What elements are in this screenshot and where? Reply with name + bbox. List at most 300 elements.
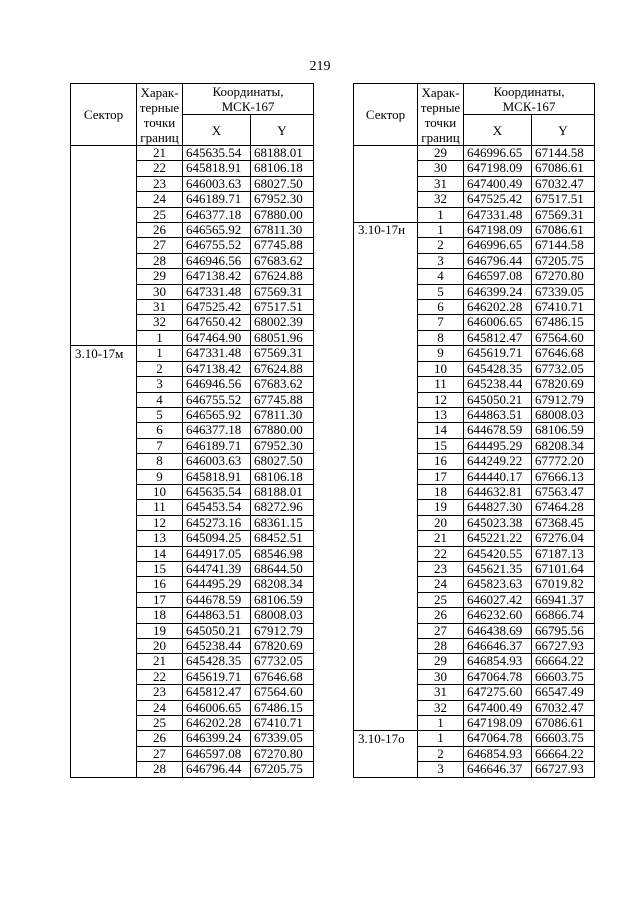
table-row — [71, 639, 314, 654]
y-cell: 67339.05 — [532, 284, 595, 299]
point-cell: 24 — [137, 192, 183, 207]
table-row — [354, 700, 595, 715]
sector-cell — [71, 146, 137, 161]
point-cell: 32 — [137, 315, 183, 330]
sector-cell — [71, 546, 137, 561]
table-row — [354, 731, 595, 746]
sector-cell — [71, 361, 137, 376]
sector-cell — [71, 176, 137, 191]
point-cell: 28 — [137, 253, 183, 268]
x-cell: 644678.59 — [464, 423, 532, 438]
point-cell: 2 — [137, 361, 183, 376]
table-row — [71, 192, 314, 207]
table-row — [71, 500, 314, 515]
table-row — [354, 423, 595, 438]
point-cell: 16 — [418, 454, 464, 469]
y-cell: 67517.51 — [251, 300, 314, 315]
sector-cell — [354, 608, 418, 623]
point-cell: 27 — [137, 238, 183, 253]
x-cell: 645812.47 — [183, 685, 251, 700]
y-cell: 68106.18 — [251, 161, 314, 176]
x-cell: 645428.35 — [183, 654, 251, 669]
y-cell: 67410.71 — [251, 716, 314, 731]
x-cell: 646027.42 — [464, 592, 532, 607]
sector-cell — [354, 269, 418, 284]
x-cell: 646597.08 — [464, 269, 532, 284]
table-row — [71, 546, 314, 561]
x-cell: 645823.63 — [464, 577, 532, 592]
x-cell: 646854.93 — [464, 746, 532, 761]
point-cell: 27 — [418, 623, 464, 638]
table-row — [71, 454, 314, 469]
y-cell: 68208.34 — [532, 438, 595, 453]
y-cell: 67564.60 — [251, 685, 314, 700]
y-cell: 67912.79 — [251, 623, 314, 638]
table-row — [71, 484, 314, 499]
sector-cell — [354, 438, 418, 453]
table-row — [354, 515, 595, 530]
y-cell: 67952.30 — [251, 192, 314, 207]
sector-cell — [354, 700, 418, 715]
sector-cell — [354, 377, 418, 392]
table-row — [71, 238, 314, 253]
x-cell: 645420.55 — [464, 546, 532, 561]
table-row — [354, 146, 595, 161]
table-row — [354, 346, 595, 361]
table-row — [71, 438, 314, 453]
y-cell: 67683.62 — [251, 253, 314, 268]
x-cell: 646565.92 — [183, 407, 251, 422]
x-cell: 644863.51 — [464, 407, 532, 422]
x-cell: 646854.93 — [464, 654, 532, 669]
x-cell: 646646.37 — [464, 639, 532, 654]
x-cell: 647331.48 — [183, 284, 251, 299]
sector-cell — [71, 423, 137, 438]
x-cell: 644863.51 — [183, 608, 251, 623]
x-cell: 647064.78 — [464, 731, 532, 746]
y-cell: 68051.96 — [251, 330, 314, 345]
point-cell: 25 — [137, 207, 183, 222]
y-cell: 67276.04 — [532, 531, 595, 546]
table-row — [354, 531, 595, 546]
y-cell: 67032.47 — [532, 700, 595, 715]
point-cell: 19 — [137, 623, 183, 638]
sector-cell — [71, 592, 137, 607]
point-cell: 1 — [418, 207, 464, 222]
point-cell: 1 — [137, 346, 183, 361]
sector-cell — [71, 407, 137, 422]
sector-cell — [354, 746, 418, 761]
table-row — [354, 253, 595, 268]
y-cell: 67772.20 — [532, 454, 595, 469]
y-cell: 67564.60 — [532, 330, 595, 345]
y-cell: 68008.03 — [532, 407, 595, 422]
sector-cell — [71, 161, 137, 176]
sector-cell — [354, 300, 418, 315]
y-cell: 66603.75 — [532, 731, 595, 746]
point-cell: 5 — [137, 407, 183, 422]
point-cell: 20 — [418, 515, 464, 530]
x-cell: 646796.44 — [464, 253, 532, 268]
point-cell: 30 — [418, 161, 464, 176]
x-cell: 646399.24 — [183, 731, 251, 746]
x-cell: 646202.28 — [183, 716, 251, 731]
point-cell: 22 — [137, 161, 183, 176]
sector-cell — [71, 192, 137, 207]
point-cell: 10 — [137, 484, 183, 499]
y-cell: 67820.69 — [251, 639, 314, 654]
x-cell: 647525.42 — [183, 300, 251, 315]
x-cell: 644249.22 — [464, 454, 532, 469]
point-cell: 24 — [137, 700, 183, 715]
x-cell: 644678.59 — [183, 592, 251, 607]
point-cell: 15 — [137, 561, 183, 576]
y-cell: 67563.47 — [532, 484, 595, 499]
sector-cell — [354, 423, 418, 438]
y-cell: 67683.62 — [251, 377, 314, 392]
y-cell: 67732.05 — [251, 654, 314, 669]
x-cell: 645050.21 — [183, 623, 251, 638]
point-cell: 22 — [137, 669, 183, 684]
y-cell: 66664.22 — [532, 654, 595, 669]
sector-cell — [71, 469, 137, 484]
point-cell: 14 — [418, 423, 464, 438]
table-row — [71, 592, 314, 607]
x-cell: 646646.37 — [464, 762, 532, 777]
table-row — [354, 176, 595, 191]
x-cell: 645050.21 — [464, 392, 532, 407]
y-cell: 67205.75 — [251, 762, 314, 777]
x-cell: 646565.92 — [183, 223, 251, 238]
y-cell: 66547.49 — [532, 685, 595, 700]
x-cell: 647064.78 — [464, 669, 532, 684]
point-cell: 3 — [418, 253, 464, 268]
point-cell: 18 — [418, 484, 464, 499]
x-cell: 647525.42 — [464, 192, 532, 207]
point-cell: 11 — [137, 500, 183, 515]
sector-cell — [354, 407, 418, 422]
point-cell: 28 — [137, 762, 183, 777]
x-cell: 645619.71 — [464, 346, 532, 361]
sector-cell — [354, 762, 418, 777]
table-row — [354, 192, 595, 207]
y-cell: 67086.61 — [532, 716, 595, 731]
table-row — [71, 377, 314, 392]
sector-cell — [354, 176, 418, 191]
table-row — [354, 284, 595, 299]
y-cell: 67517.51 — [532, 192, 595, 207]
table-row — [354, 300, 595, 315]
y-cell: 67019.82 — [532, 577, 595, 592]
table-row — [71, 577, 314, 592]
sector-cell — [354, 685, 418, 700]
sector-cell — [354, 484, 418, 499]
sector-cell — [354, 654, 418, 669]
table-row — [71, 207, 314, 222]
sector-cell — [71, 561, 137, 576]
x-cell: 646189.71 — [183, 192, 251, 207]
sector-cell — [71, 300, 137, 315]
x-cell: 647275.60 — [464, 685, 532, 700]
point-cell: 12 — [418, 392, 464, 407]
y-cell: 67101.64 — [532, 561, 595, 576]
table-row — [354, 561, 595, 576]
sector-cell — [71, 731, 137, 746]
y-cell: 67952.30 — [251, 438, 314, 453]
y-cell: 67086.61 — [532, 223, 595, 238]
table-row — [354, 669, 595, 684]
header-x: X — [183, 115, 251, 146]
table-row — [354, 407, 595, 422]
point-cell: 17 — [418, 469, 464, 484]
table-row — [354, 746, 595, 761]
coordinates-table-right — [353, 83, 595, 778]
table-row — [354, 161, 595, 176]
x-cell: 647650.42 — [183, 315, 251, 330]
sector-cell — [71, 700, 137, 715]
sector-cell — [354, 515, 418, 530]
x-cell: 646003.63 — [183, 454, 251, 469]
sector-cell — [354, 500, 418, 515]
point-cell: 32 — [418, 192, 464, 207]
sector-cell — [71, 685, 137, 700]
point-cell: 2 — [418, 746, 464, 761]
x-cell: 646006.65 — [183, 700, 251, 715]
x-cell: 646438.69 — [464, 623, 532, 638]
y-cell: 68272.96 — [251, 500, 314, 515]
sector-cell — [354, 330, 418, 345]
table-row — [71, 346, 314, 361]
table-row — [71, 469, 314, 484]
y-cell: 67732.05 — [532, 361, 595, 376]
x-cell: 645428.35 — [464, 361, 532, 376]
y-cell: 68027.50 — [251, 454, 314, 469]
point-cell: 29 — [418, 654, 464, 669]
point-cell: 25 — [137, 716, 183, 731]
point-cell: 16 — [137, 577, 183, 592]
y-cell: 67811.30 — [251, 407, 314, 422]
point-cell: 23 — [137, 176, 183, 191]
point-cell: 27 — [137, 746, 183, 761]
point-cell: 31 — [418, 176, 464, 191]
table-row — [71, 731, 314, 746]
x-cell: 645238.44 — [183, 639, 251, 654]
header-sector: Сектор — [354, 84, 418, 146]
sector-cell — [354, 392, 418, 407]
x-cell: 645238.44 — [464, 377, 532, 392]
sector-cell — [71, 315, 137, 330]
sector-cell — [354, 561, 418, 576]
x-cell: 646377.18 — [183, 207, 251, 222]
point-cell: 12 — [137, 515, 183, 530]
table-row — [354, 207, 595, 222]
sector-cell — [71, 746, 137, 761]
point-cell: 20 — [137, 639, 183, 654]
y-cell: 68106.59 — [532, 423, 595, 438]
x-cell: 645094.25 — [183, 531, 251, 546]
point-cell: 1 — [418, 223, 464, 238]
table-row — [354, 592, 595, 607]
sector-cell — [71, 207, 137, 222]
header-y: Y — [251, 115, 314, 146]
y-cell: 68027.50 — [251, 176, 314, 191]
x-cell: 647198.09 — [464, 716, 532, 731]
x-cell: 644495.29 — [464, 438, 532, 453]
y-cell: 67270.80 — [532, 269, 595, 284]
y-cell: 67646.68 — [532, 346, 595, 361]
sector-cell — [354, 592, 418, 607]
table-row — [71, 746, 314, 761]
sector-cell — [71, 392, 137, 407]
y-cell: 67339.05 — [251, 731, 314, 746]
table-row — [71, 515, 314, 530]
header-x: X — [464, 115, 532, 146]
point-cell: 22 — [418, 546, 464, 561]
x-cell: 646189.71 — [183, 438, 251, 453]
point-cell: 9 — [137, 469, 183, 484]
x-cell: 646399.24 — [464, 284, 532, 299]
y-cell: 67569.31 — [251, 284, 314, 299]
table-row — [71, 716, 314, 731]
x-cell: 647138.42 — [183, 361, 251, 376]
point-cell: 8 — [137, 454, 183, 469]
sector-cell — [354, 284, 418, 299]
x-cell: 647138.42 — [183, 269, 251, 284]
point-cell: 2 — [418, 238, 464, 253]
point-cell: 26 — [418, 608, 464, 623]
point-cell: 5 — [418, 284, 464, 299]
point-cell: 28 — [418, 639, 464, 654]
table-row — [354, 762, 595, 777]
sector-cell — [71, 377, 137, 392]
point-cell: 21 — [137, 654, 183, 669]
y-cell: 67624.88 — [251, 361, 314, 376]
sector-cell — [71, 577, 137, 592]
table-row — [354, 546, 595, 561]
table-row — [354, 438, 595, 453]
table-row — [354, 315, 595, 330]
x-cell: 646946.56 — [183, 253, 251, 268]
sector-cell — [71, 253, 137, 268]
table-row — [354, 392, 595, 407]
sector-cell — [71, 608, 137, 623]
y-cell: 68008.03 — [251, 608, 314, 623]
y-cell: 66866.74 — [532, 608, 595, 623]
table-row — [354, 454, 595, 469]
y-cell: 67820.69 — [532, 377, 595, 392]
point-cell: 30 — [137, 284, 183, 299]
x-cell: 644741.39 — [183, 561, 251, 576]
point-cell: 10 — [418, 361, 464, 376]
header-coordinates: Координаты, МСК-167 — [464, 84, 595, 115]
y-cell: 68361.15 — [251, 515, 314, 530]
table-row — [71, 284, 314, 299]
point-cell: 1 — [418, 716, 464, 731]
table-row — [354, 484, 595, 499]
table-row — [354, 623, 595, 638]
table-row — [354, 377, 595, 392]
table-row — [71, 223, 314, 238]
point-cell: 21 — [137, 146, 183, 161]
point-cell: 6 — [137, 423, 183, 438]
table-row — [354, 238, 595, 253]
sector-cell — [354, 346, 418, 361]
table-row — [71, 531, 314, 546]
y-cell: 67205.75 — [532, 253, 595, 268]
y-cell: 67368.45 — [532, 515, 595, 530]
y-cell: 68188.01 — [251, 484, 314, 499]
table-row — [71, 253, 314, 268]
table-row — [71, 269, 314, 284]
table-row — [71, 423, 314, 438]
x-cell: 647198.09 — [464, 161, 532, 176]
sector-cell — [71, 330, 137, 345]
x-cell: 647400.49 — [464, 176, 532, 191]
y-cell: 67144.58 — [532, 146, 595, 161]
x-cell: 647464.90 — [183, 330, 251, 345]
x-cell: 646996.65 — [464, 146, 532, 161]
y-cell: 66664.22 — [532, 746, 595, 761]
y-cell: 67666.13 — [532, 469, 595, 484]
table-row — [71, 361, 314, 376]
point-cell: 13 — [137, 531, 183, 546]
table-row — [354, 608, 595, 623]
table-row — [71, 700, 314, 715]
page-number: 219 — [309, 59, 331, 74]
table-row — [71, 330, 314, 345]
table-row — [354, 577, 595, 592]
point-cell: 31 — [418, 685, 464, 700]
sector-cell — [71, 284, 137, 299]
sector-cell — [354, 146, 418, 161]
y-cell: 66795.56 — [532, 623, 595, 638]
x-cell: 645635.54 — [183, 146, 251, 161]
x-cell: 647331.48 — [183, 346, 251, 361]
sector-cell — [71, 223, 137, 238]
y-cell: 68106.59 — [251, 592, 314, 607]
y-cell: 66941.37 — [532, 592, 595, 607]
table-row — [71, 608, 314, 623]
header-y: Y — [532, 115, 595, 146]
table-row — [71, 654, 314, 669]
point-cell: 11 — [418, 377, 464, 392]
sector-cell — [354, 531, 418, 546]
table-row — [71, 407, 314, 422]
sector-cell — [354, 639, 418, 654]
y-cell: 67811.30 — [251, 223, 314, 238]
point-cell: 18 — [137, 608, 183, 623]
table-row — [354, 469, 595, 484]
point-cell: 9 — [418, 346, 464, 361]
table-row — [71, 561, 314, 576]
x-cell: 646006.65 — [464, 315, 532, 330]
y-cell: 67912.79 — [532, 392, 595, 407]
x-cell: 647400.49 — [464, 700, 532, 715]
y-cell: 66603.75 — [532, 669, 595, 684]
point-cell: 24 — [418, 577, 464, 592]
point-cell: 4 — [137, 392, 183, 407]
sector-cell — [354, 207, 418, 222]
sector-cell — [71, 454, 137, 469]
x-cell: 646597.08 — [183, 746, 251, 761]
point-cell: 1 — [418, 731, 464, 746]
point-cell: 3 — [418, 762, 464, 777]
point-cell: 25 — [418, 592, 464, 607]
y-cell: 67032.47 — [532, 176, 595, 191]
y-cell: 67624.88 — [251, 269, 314, 284]
header-points: Харак- терные точки границ — [137, 84, 183, 146]
coordinates-table-left — [70, 83, 314, 778]
